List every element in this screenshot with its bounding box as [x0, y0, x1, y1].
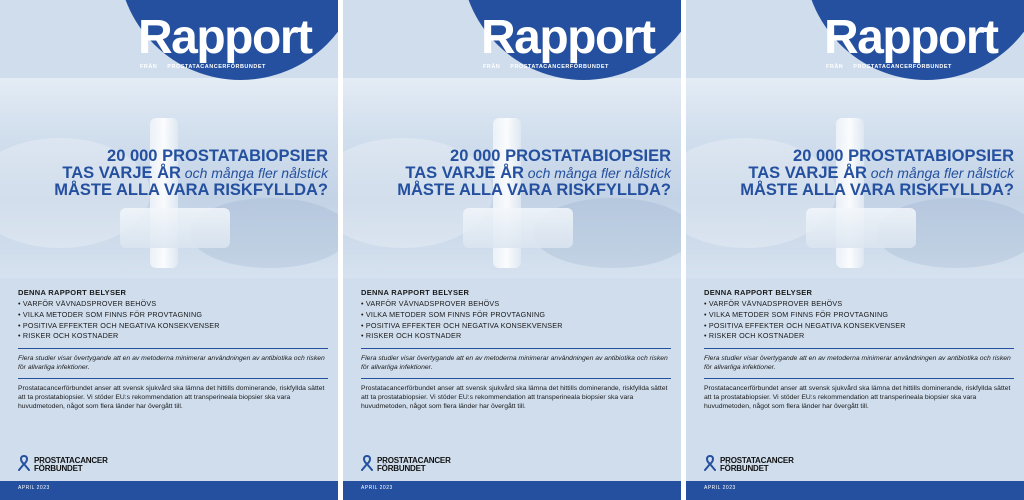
- list-item: • POSITIVA EFFEKTER OCH NEGATIVA KONSEKVENSER: [18, 321, 328, 332]
- report-subtitle: FRÅN PROSTATACANCERFÖRBUNDET: [826, 64, 952, 70]
- list-item: • VILKA METODER SOM FINNS FÖR PROVTAGNING: [18, 310, 328, 321]
- report-cover: [686, 0, 1024, 500]
- awareness-ribbon-icon: [704, 455, 716, 471]
- topic-list: [361, 299, 671, 342]
- issue-date: APRIL 2023: [18, 485, 50, 491]
- cover-content: [361, 288, 671, 411]
- report-title: Rapport: [824, 11, 998, 64]
- list-item: • RISKER OCH KOSTNADER: [704, 331, 1014, 342]
- org-name: PROSTATACANCER FÖRBUNDET: [377, 456, 451, 473]
- list-item: • VARFÖR VÄVNADSPROVER BEHÖVS: [18, 299, 328, 310]
- cover-headline: 20 000 PROSTATABIOPSIER TAS VARJE ÅR och många fler nålstick MÅSTE ALLA VARA RISKFYLLDA?: [54, 147, 328, 199]
- awareness-ribbon-icon: [18, 455, 30, 471]
- report-title: Rapport: [138, 11, 312, 64]
- issue-date: APRIL 2023: [704, 485, 736, 491]
- divider: [361, 378, 671, 379]
- report-subtitle: FRÅN PROSTATACANCERFÖRBUNDET: [483, 64, 609, 70]
- body-text: Prostatacancerförbundet anser att svensk sjukvård ska lämna det hittills dominerande, riskfyllda sättet att ta prostatabiopsier. Vi stöder EU:s rekommendation att transperineala biopsier ska vara huvudmetoden, något som flera länder har övergått till.: [18, 385, 325, 411]
- report-subtitle: FRÅN PROSTATACANCERFÖRBUNDET: [140, 64, 266, 70]
- intro-heading: DENNA RAPPORT BELYSER: [361, 288, 470, 297]
- list-item: • VILKA METODER SOM FINNS FÖR PROVTAGNING: [704, 310, 1014, 321]
- bottom-bar: [343, 481, 681, 500]
- divider: [18, 378, 328, 379]
- report-cover: [0, 0, 338, 500]
- topic-list: [18, 299, 328, 342]
- cover-headline: 20 000 PROSTATABIOPSIER TAS VARJE ÅR och många fler nålstick MÅSTE ALLA VARA RISKFYLLDA?: [397, 147, 671, 199]
- bottom-bar: [686, 481, 1024, 500]
- divider: [18, 348, 328, 349]
- topic-list: [704, 299, 1014, 342]
- body-text: Prostatacancerförbundet anser att svensk sjukvård ska lämna det hittills dominerande, riskfyllda sättet att ta prostatabiopsier. Vi stöder EU:s rekommendation att transperineala biopsier ska vara huvudmetoden, något som flera länder har övergått till.: [361, 385, 668, 411]
- bottom-bar: [0, 481, 338, 500]
- intro-heading: DENNA RAPPORT BELYSER: [18, 288, 127, 297]
- org-name: PROSTATACANCER FÖRBUNDET: [34, 456, 108, 473]
- divider: [704, 378, 1014, 379]
- report-cover: [343, 0, 681, 500]
- awareness-ribbon-icon: [361, 455, 373, 471]
- quote-text: Flera studier visar övertygande att en av metoderna minimerar användningen av antibiotika och risken för allvarliga infektioner.: [361, 355, 668, 372]
- intro-heading: DENNA RAPPORT BELYSER: [704, 288, 813, 297]
- list-item: • VARFÖR VÄVNADSPROVER BEHÖVS: [704, 299, 1014, 310]
- report-title: Rapport: [481, 11, 655, 64]
- org-name: PROSTATACANCER FÖRBUNDET: [720, 456, 794, 473]
- quote-text: Flera studier visar övertygande att en av metoderna minimerar användningen av antibiotika och risken för allvarliga infektioner.: [704, 355, 1011, 372]
- cover-content: [704, 288, 1014, 411]
- cover-headline: 20 000 PROSTATABIOPSIER TAS VARJE ÅR och många fler nålstick MÅSTE ALLA VARA RISKFYLLDA?: [740, 147, 1014, 199]
- divider: [704, 348, 1014, 349]
- list-item: • RISKER OCH KOSTNADER: [18, 331, 328, 342]
- quote-text: Flera studier visar övertygande att en av metoderna minimerar användningen av antibiotika och risken för allvarliga infektioner.: [18, 355, 325, 372]
- list-item: • RISKER OCH KOSTNADER: [361, 331, 671, 342]
- divider: [361, 348, 671, 349]
- list-item: • POSITIVA EFFEKTER OCH NEGATIVA KONSEKVENSER: [361, 321, 671, 332]
- cover-content: [18, 288, 328, 411]
- body-text: Prostatacancerförbundet anser att svensk sjukvård ska lämna det hittills dominerande, riskfyllda sättet att ta prostatabiopsier. Vi stöder EU:s rekommendation att transperineala biopsier ska vara huvudmetoden, något som flera länder har övergått till.: [704, 385, 1011, 411]
- issue-date: APRIL 2023: [361, 485, 393, 491]
- list-item: • POSITIVA EFFEKTER OCH NEGATIVA KONSEKVENSER: [704, 321, 1014, 332]
- list-item: • VILKA METODER SOM FINNS FÖR PROVTAGNING: [361, 310, 671, 321]
- list-item: • VARFÖR VÄVNADSPROVER BEHÖVS: [361, 299, 671, 310]
